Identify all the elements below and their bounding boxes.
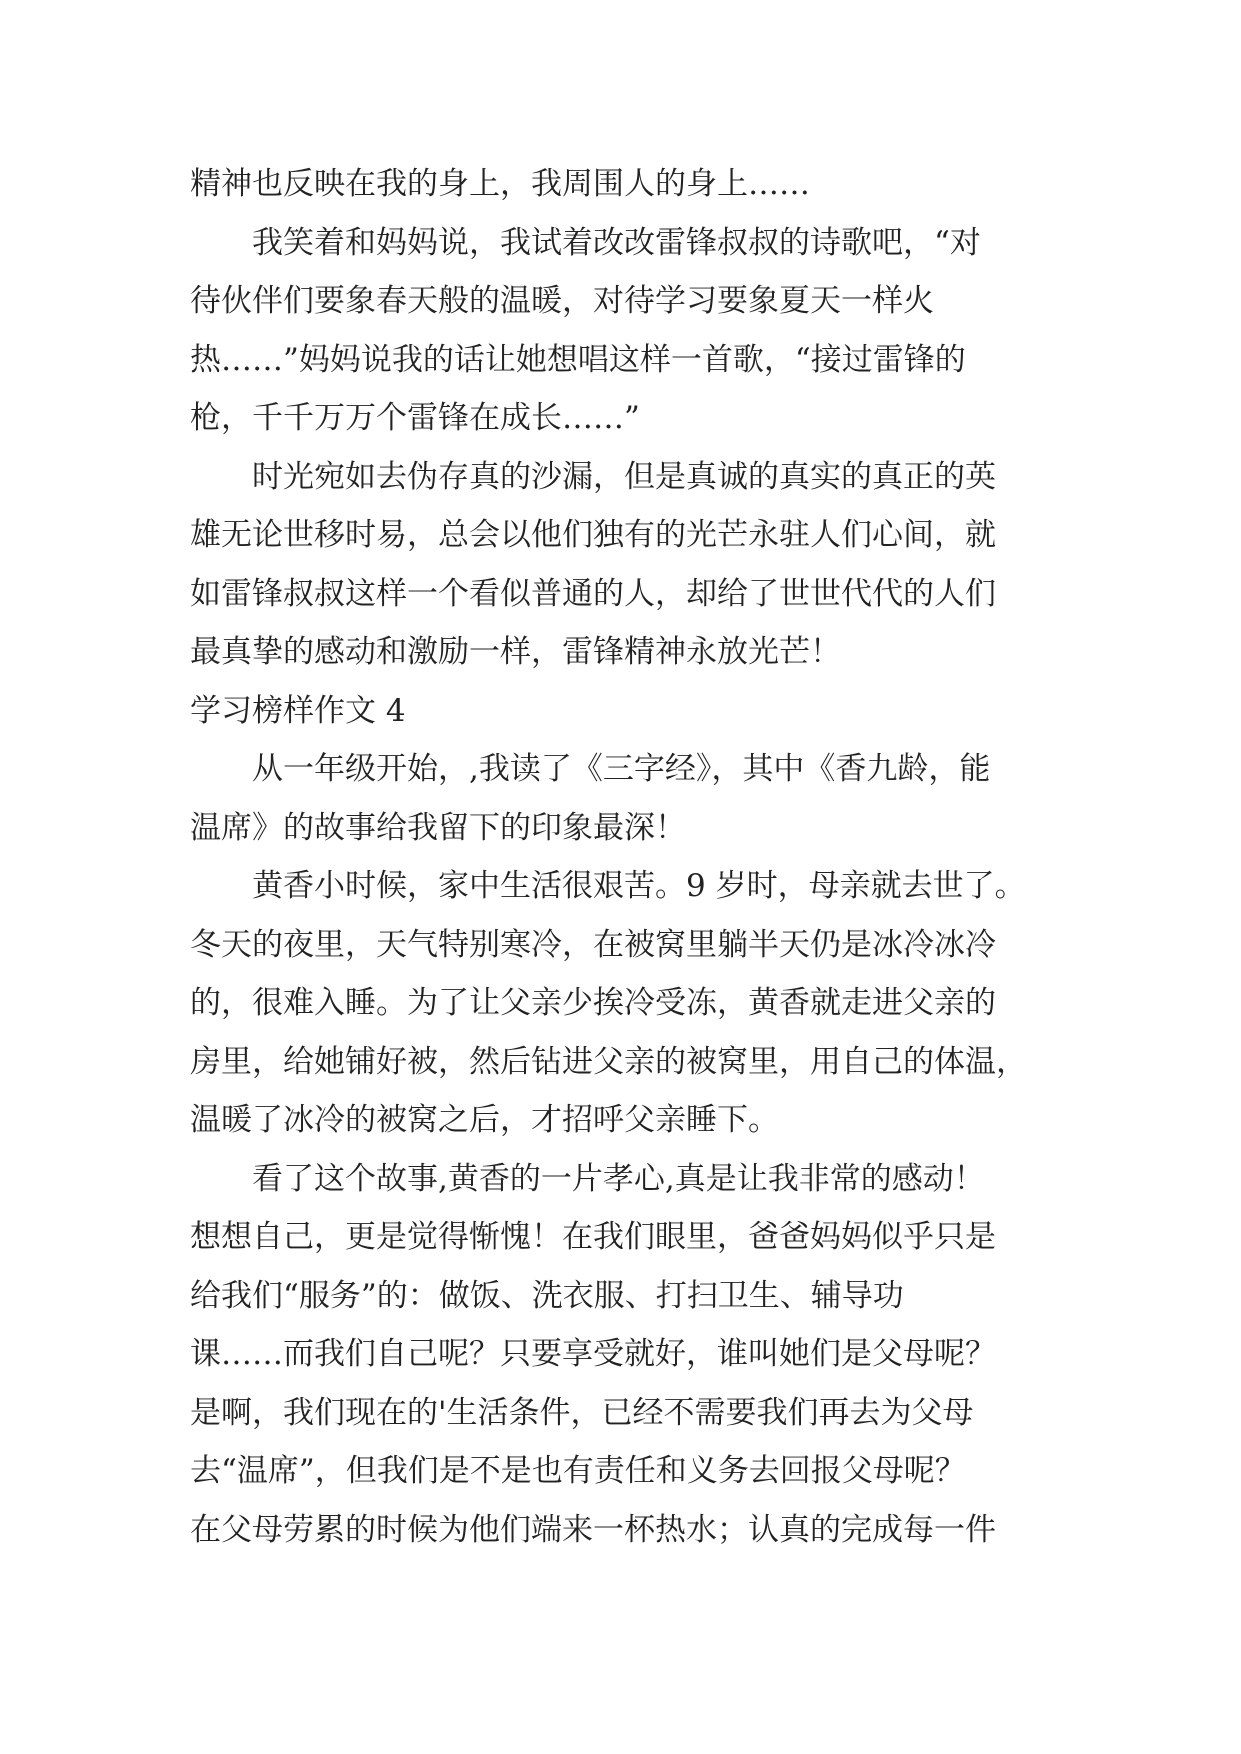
- text-line: 待伙伴们要象春天般的温暖，对待学习要象夏天一样火: [190, 283, 934, 319]
- paragraph-first-line: 看了这个故事,黄香的一片孝心,真是让我非常的感动！: [252, 1160, 985, 1197]
- text-line: 的，很难入睡。为了让父亲少挨冷受冻，黄香就走进父亲的: [190, 985, 996, 1021]
- text-line: 雄无论世移时易，总会以他们独有的光芒永驻人们心间，就: [190, 517, 996, 553]
- text-line: 热……”妈妈说我的话让她想唱这样一首歌，“接过雷锋的: [190, 341, 966, 378]
- text-line: 想想自己，更是觉得惭愧！在我们眼里，爸爸妈妈似乎只是: [190, 1219, 996, 1255]
- text-line: 给我们“服务”的：做饭、洗衣服、打扫卫生、辅导功: [190, 1277, 904, 1314]
- text-line: 温席》的故事给我留下的印象最深！: [190, 809, 686, 846]
- paragraph-first-line: 时光宛如去伪存真的沙漏，但是真诚的真实的真正的英: [252, 458, 996, 495]
- paragraph-first-line: 我笑着和妈妈说，我试着改改雷锋叔叔的诗歌吧，“对: [252, 224, 981, 261]
- text-line: 枪，千千万万个雷锋在成长……”: [190, 400, 640, 436]
- text-line: 精神也反映在我的身上，我周围人的身上……: [190, 166, 810, 202]
- document-body: [190, 155, 1070, 1559]
- text-line: 如雷锋叔叔这样一个看似普通的人，却给了世世代代的人们: [190, 575, 996, 612]
- text-line: 课……而我们自己呢？只要享受就好，谁叫她们是父母呢？: [190, 1336, 996, 1372]
- text-line: 温暖了冰冷的被窝之后，才招呼父亲睡下。: [190, 1102, 779, 1138]
- text-line: 学习榜样作文 4: [190, 692, 406, 729]
- paragraph-first-line: 黄香小时候，家中生活很艰苦。9 岁时，母亲就去世了。: [252, 868, 1026, 904]
- text-line: 在父母劳累的时候为他们端来一杯热水；认真的完成每一件: [190, 1511, 996, 1548]
- text-line: 房里，给她铺好被，然后钻进父亲的被窝里，用自己的体温，: [190, 1043, 1027, 1080]
- paragraph-first-line: 从一年级开始，,我读了《三字经》，其中《香九龄，能: [252, 751, 991, 787]
- text-line: 冬天的夜里，天气特别寒冷，在被窝里躺半天仍是冰冷冰冷: [190, 926, 996, 963]
- text-line: 去“温席”，但我们是不是也有责任和义务去回报父母呢？: [190, 1453, 966, 1489]
- text-line: 是啊，我们现在的'生活条件，已经不需要我们再去为父母: [190, 1394, 974, 1431]
- text-line: 最真挚的感动和激励一样，雷锋精神永放光芒！: [190, 634, 841, 670]
